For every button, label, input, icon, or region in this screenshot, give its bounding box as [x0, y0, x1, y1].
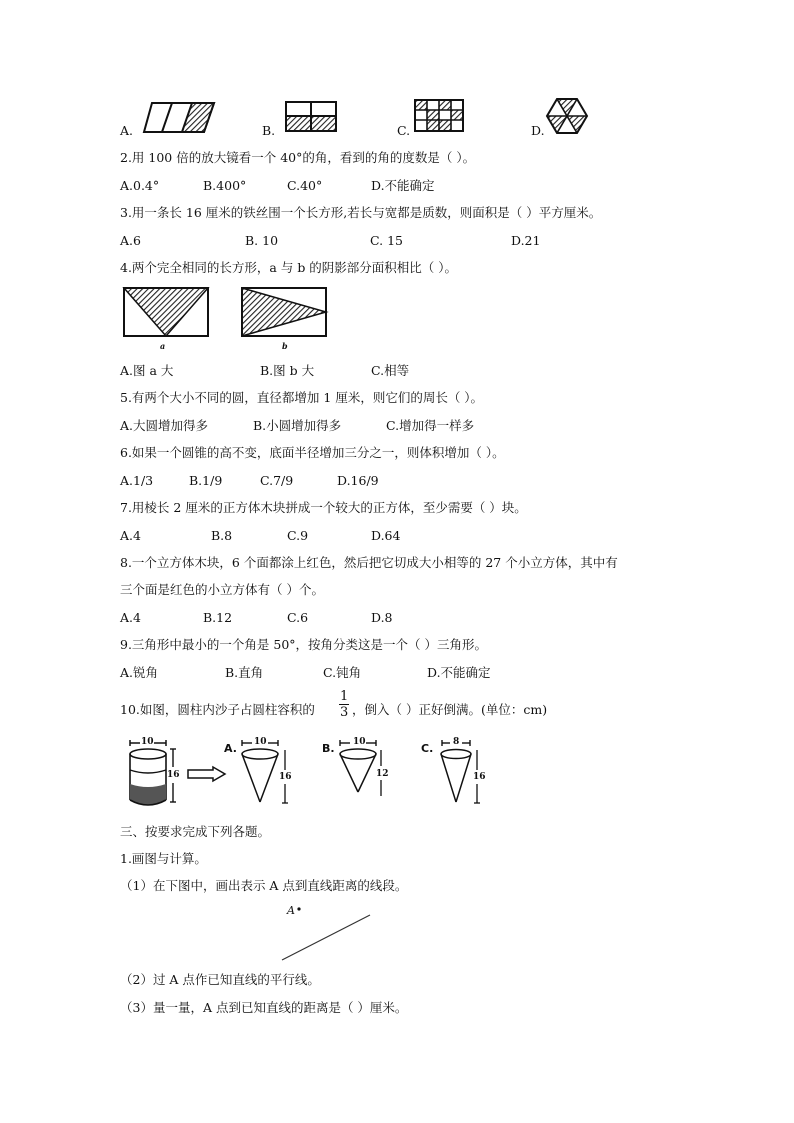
q2-option-d: D.不能确定 [371, 178, 435, 193]
q1-option-a: A. [120, 123, 134, 138]
q1-option-b: B. [262, 123, 276, 138]
q8-option-c: C.6 [287, 610, 309, 625]
q10-cone-b-label: B. [322, 742, 335, 755]
q8-option-b: B.12 [203, 610, 233, 625]
q9-option-c: C.钝角 [323, 665, 362, 680]
q1-option-c: C. [397, 123, 411, 138]
q8-option-a: A.4 [120, 610, 141, 625]
q6-option-c: C.7/9 [260, 473, 294, 488]
q10-cone-a-diameter: 10 [254, 737, 267, 747]
q4-figure-a-label: a [160, 341, 166, 351]
q8-stem-line1: 8.一个立方体木块，6 个面都涂上红色，然后把它切成大小相等的 27 个小立方体，其中有 [120, 555, 618, 570]
q2-option-a: A.0.4° [120, 178, 160, 193]
q10-stem-pre: 10.如图，圆柱内沙子占圆柱容积的 [120, 702, 315, 717]
q2-stem: 2.用 100 倍的放大镜看一个 40°的角，看到的角的度数是（ ）。 [120, 150, 476, 165]
q10-cone-b-height: 12 [376, 769, 389, 779]
q4-option-b: B.图 b 大 [260, 363, 315, 378]
q6-option-d: D.16/9 [337, 473, 379, 488]
q9-option-b: B.直角 [225, 665, 264, 680]
q10-cone-c-label: C. [421, 742, 434, 755]
q4-figure-b-label: b [282, 341, 288, 351]
q10-cone-b-diameter: 10 [353, 737, 366, 747]
section3-p3: （3）量一量，A 点到已知直线的距离是（ ）厘米。 [120, 1000, 408, 1015]
q5-option-c: C.增加得一样多 [386, 418, 475, 433]
q9-stem: 9.三角形中最小的一个角是 50°，按角分类这是一个（ ）三角形。 [120, 637, 488, 652]
arrow-right-icon [187, 766, 227, 782]
q4-option-a: A.图 a 大 [120, 363, 174, 378]
q1-figure-b-rectangle [284, 100, 338, 134]
q3-option-d: D.21 [511, 233, 541, 248]
q5-option-a: A.大圆增加得多 [120, 418, 209, 433]
q4-option-c: C.相等 [371, 363, 410, 378]
section3-p2: （2）过 A 点作已知直线的平行线。 [120, 972, 320, 987]
q9-option-d: D.不能确定 [427, 665, 491, 680]
q8-stem-line2: 三个面是红色的小立方体有（ ）个。 [120, 582, 324, 597]
q3-option-a: A.6 [120, 233, 141, 248]
section3-title: 三、按要求完成下列各题。 [120, 824, 271, 839]
point-a-label: A [287, 904, 295, 917]
q7-option-b: B.8 [211, 528, 233, 543]
q7-option-d: D.64 [371, 528, 401, 543]
q7-option-c: C.9 [287, 528, 309, 543]
q6-option-a: A.1/3 [120, 473, 154, 488]
q10-cone-a-height: 16 [279, 772, 292, 782]
q6-stem: 6.如果一个圆锥的高不变，底面半径增加三分之一，则体积增加（ ）。 [120, 445, 505, 460]
q10-fraction [339, 690, 349, 719]
q2-option-b: B.400° [203, 178, 247, 193]
q7-option-a: A.4 [120, 528, 141, 543]
q5-stem: 5.有两个大小不同的圆，直径都增加 1 厘米，则它们的周长（ ）。 [120, 390, 484, 405]
section3-p1: （1）在下图中，画出表示 A 点到直线距离的线段。 [120, 878, 408, 893]
q10-cone-c-height: 16 [473, 772, 486, 782]
q3-stem: 3.用一条长 16 厘米的铁丝围一个长方形,若长与宽都是质数，则面积是（ ）平方厘米。 [120, 205, 602, 220]
q3-option-b: B. 10 [245, 233, 279, 248]
q6-option-b: B.1/9 [189, 473, 223, 488]
q2-option-c: C.40° [287, 178, 323, 193]
q10-cylinder-height: 16 [167, 770, 180, 780]
q4-figure-a [122, 286, 212, 342]
q7-stem: 7.用棱长 2 厘米的正方体木块拼成一个较大的正方体，至少需要（ ）块。 [120, 500, 527, 515]
q8-option-d: D.8 [371, 610, 393, 625]
q1-figure-a-parallelogram [142, 100, 216, 134]
q10-fraction-numerator: 1 [340, 689, 349, 704]
q10-cone-c-diameter: 8 [453, 737, 460, 747]
q10-stem-post: ，倒入（ ）正好倒满。(单位：cm) [352, 702, 548, 717]
given-line [280, 912, 372, 964]
section3-sub1: 1.画图与计算。 [120, 851, 207, 866]
q5-option-b: B.小圆增加得多 [253, 418, 342, 433]
q4-figure-b [240, 286, 330, 342]
q10-fraction-denominator: 3 [340, 705, 349, 720]
q1-figure-c-grid [413, 98, 467, 134]
q10-cylinder-diameter: 10 [141, 737, 154, 747]
q9-option-a: A.锐角 [120, 665, 159, 680]
q10-cone-a-label: A. [224, 742, 237, 755]
q4-stem: 4.两个完全相同的长方形，a 与 b 的阴影部分面积相比（ ）。 [120, 260, 458, 275]
q1-figure-d-hexagon [546, 97, 590, 137]
q1-option-d: D. [531, 123, 545, 138]
q3-option-c: C. 15 [370, 233, 403, 248]
